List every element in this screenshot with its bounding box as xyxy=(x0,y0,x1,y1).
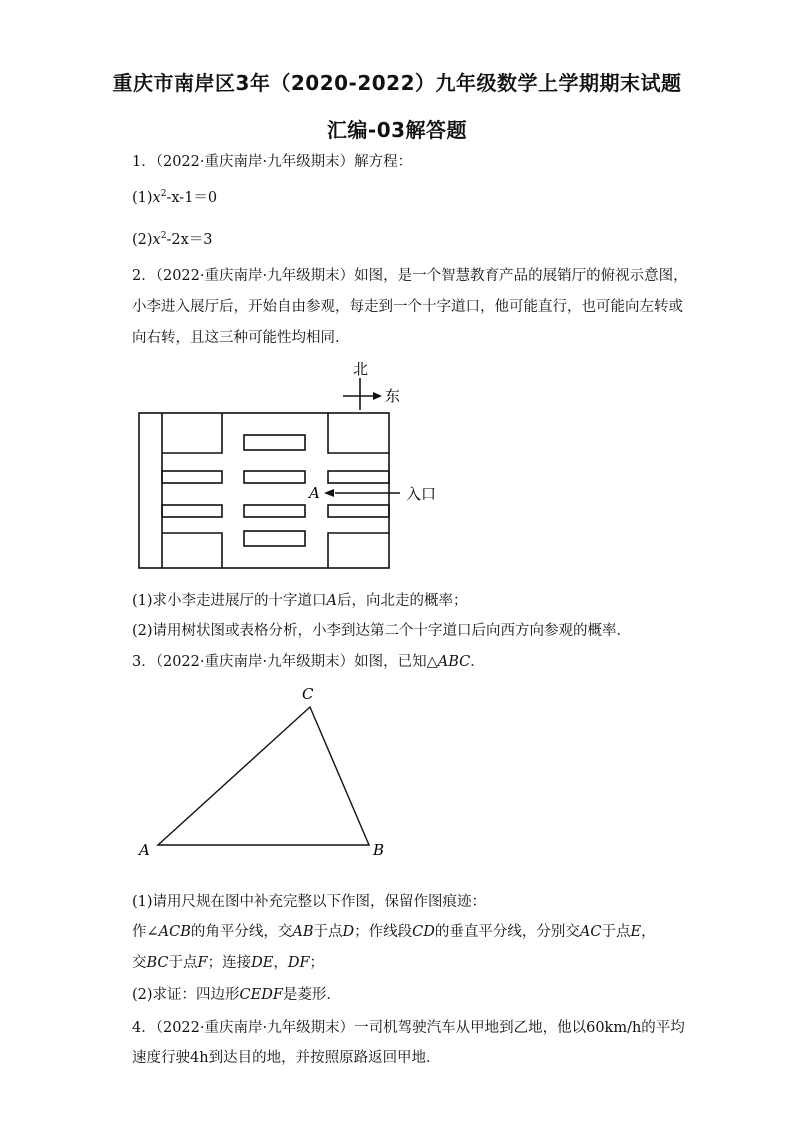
vertex-c-label: C xyxy=(302,685,314,703)
q2-stem-line3: 向右转，且这三种可能性均相同． xyxy=(132,330,350,346)
vertex-b-label: B xyxy=(373,841,385,859)
math-variable: DE xyxy=(251,955,274,971)
q3-stem-text: 3．（2022·重庆南岸·九年级期末）如图，已知△ xyxy=(132,654,438,670)
q2-stem-line1: 2．（2022·重庆南岸·九年级期末）如图，是一个智慧教育产品的展销厅的俯视示意图， xyxy=(132,268,688,284)
instruction-text: 作∠ xyxy=(132,924,159,940)
q1-part1-variable: x xyxy=(152,190,161,206)
vertex-a-label: A xyxy=(139,841,150,859)
compass-east-label: 东 xyxy=(385,387,401,405)
instruction-text: ；作线段 xyxy=(354,924,413,940)
q1-part1-exponent: 2 xyxy=(160,189,167,200)
q4-line1: 4．（2022·重庆南岸·九年级期末）一司机驾驶汽车从甲地到乙地，他以60km/h的平均 xyxy=(132,1020,685,1036)
entrance-label: 入口 xyxy=(406,485,437,503)
q3-part1: (1)请用尺规在图中补充完整以下作图，保留作图痕迹： xyxy=(132,894,487,910)
math-variable: DF xyxy=(287,955,310,971)
q3-part2-variable: CEDF xyxy=(239,987,283,1003)
q1-stem: 1．（2022·重庆南岸·九年级期末）解方程： xyxy=(132,154,413,170)
q2-part2: (2)请用树状图或表格分析，小李到达第二个十字道口后向西方向参观的概率． xyxy=(132,623,632,639)
q1-part2-label: (2) xyxy=(132,232,153,248)
q3-part2-text-end: 是菱形． xyxy=(282,987,341,1003)
q2-stem-line2: 小李进入展厅后，开始自由参观，每走到一个十字道口，他可能直行，也可能向左转或 xyxy=(132,299,683,315)
math-variable: AB xyxy=(292,924,314,940)
q4-line2: 速度行驶4h到达目的地，并按照原路返回甲地． xyxy=(132,1050,441,1066)
q3-part1-line2 xyxy=(132,920,656,941)
instruction-text: ； xyxy=(309,955,324,971)
instruction-text: 交 xyxy=(132,955,147,971)
math-variable: AC xyxy=(579,924,602,940)
q1-part2-exponent: 2 xyxy=(160,231,167,242)
math-variable: CD xyxy=(412,924,435,940)
document-title-line2: 汇编-03解答题 xyxy=(326,118,468,142)
math-variable: D xyxy=(342,924,355,940)
instruction-text: 于点 xyxy=(168,955,198,971)
q2-part1-text-end: 后，向北走的概率； xyxy=(337,593,468,609)
instruction-text: 的垂直平分线，分别交 xyxy=(434,924,580,940)
instruction-text: ， xyxy=(273,955,288,971)
compass-north-label: 北 xyxy=(353,360,369,378)
q1-part1-equation: -x-1＝0 xyxy=(166,190,218,206)
q3-part2-text: (2)求证：四边形 xyxy=(132,987,240,1003)
math-variable: F xyxy=(197,955,208,971)
instruction-text: 的角平分线，交 xyxy=(190,924,293,940)
q2-part1-variable: A xyxy=(326,593,338,609)
q3-stem-variable: ABC xyxy=(437,654,471,670)
instruction-text: 于点 xyxy=(601,924,631,940)
math-variable: BC xyxy=(146,955,169,971)
instruction-text: ；连接 xyxy=(207,955,252,971)
math-variable: E xyxy=(630,924,642,940)
instruction-text: 于点 xyxy=(313,924,343,940)
q2-part1-text: (1)求小李走进展厅的十字道口 xyxy=(132,593,327,609)
q1-part2-variable: x xyxy=(152,232,161,248)
q1-part1-label: (1) xyxy=(132,190,153,206)
crossroad-a-label: A xyxy=(309,484,320,502)
document-title-line1: 重庆市南岸区3年（2020-2022）九年级数学上学期期末试题 xyxy=(112,71,682,95)
triangle-abc xyxy=(158,707,369,845)
q3-part2 xyxy=(132,983,341,1004)
instruction-text: ， xyxy=(641,924,656,940)
q3-part1-line3 xyxy=(132,951,324,972)
q1-part2-equation: -2x＝3 xyxy=(166,232,213,248)
q3-stem-end: ． xyxy=(470,654,485,670)
math-variable: ACB xyxy=(158,924,191,940)
